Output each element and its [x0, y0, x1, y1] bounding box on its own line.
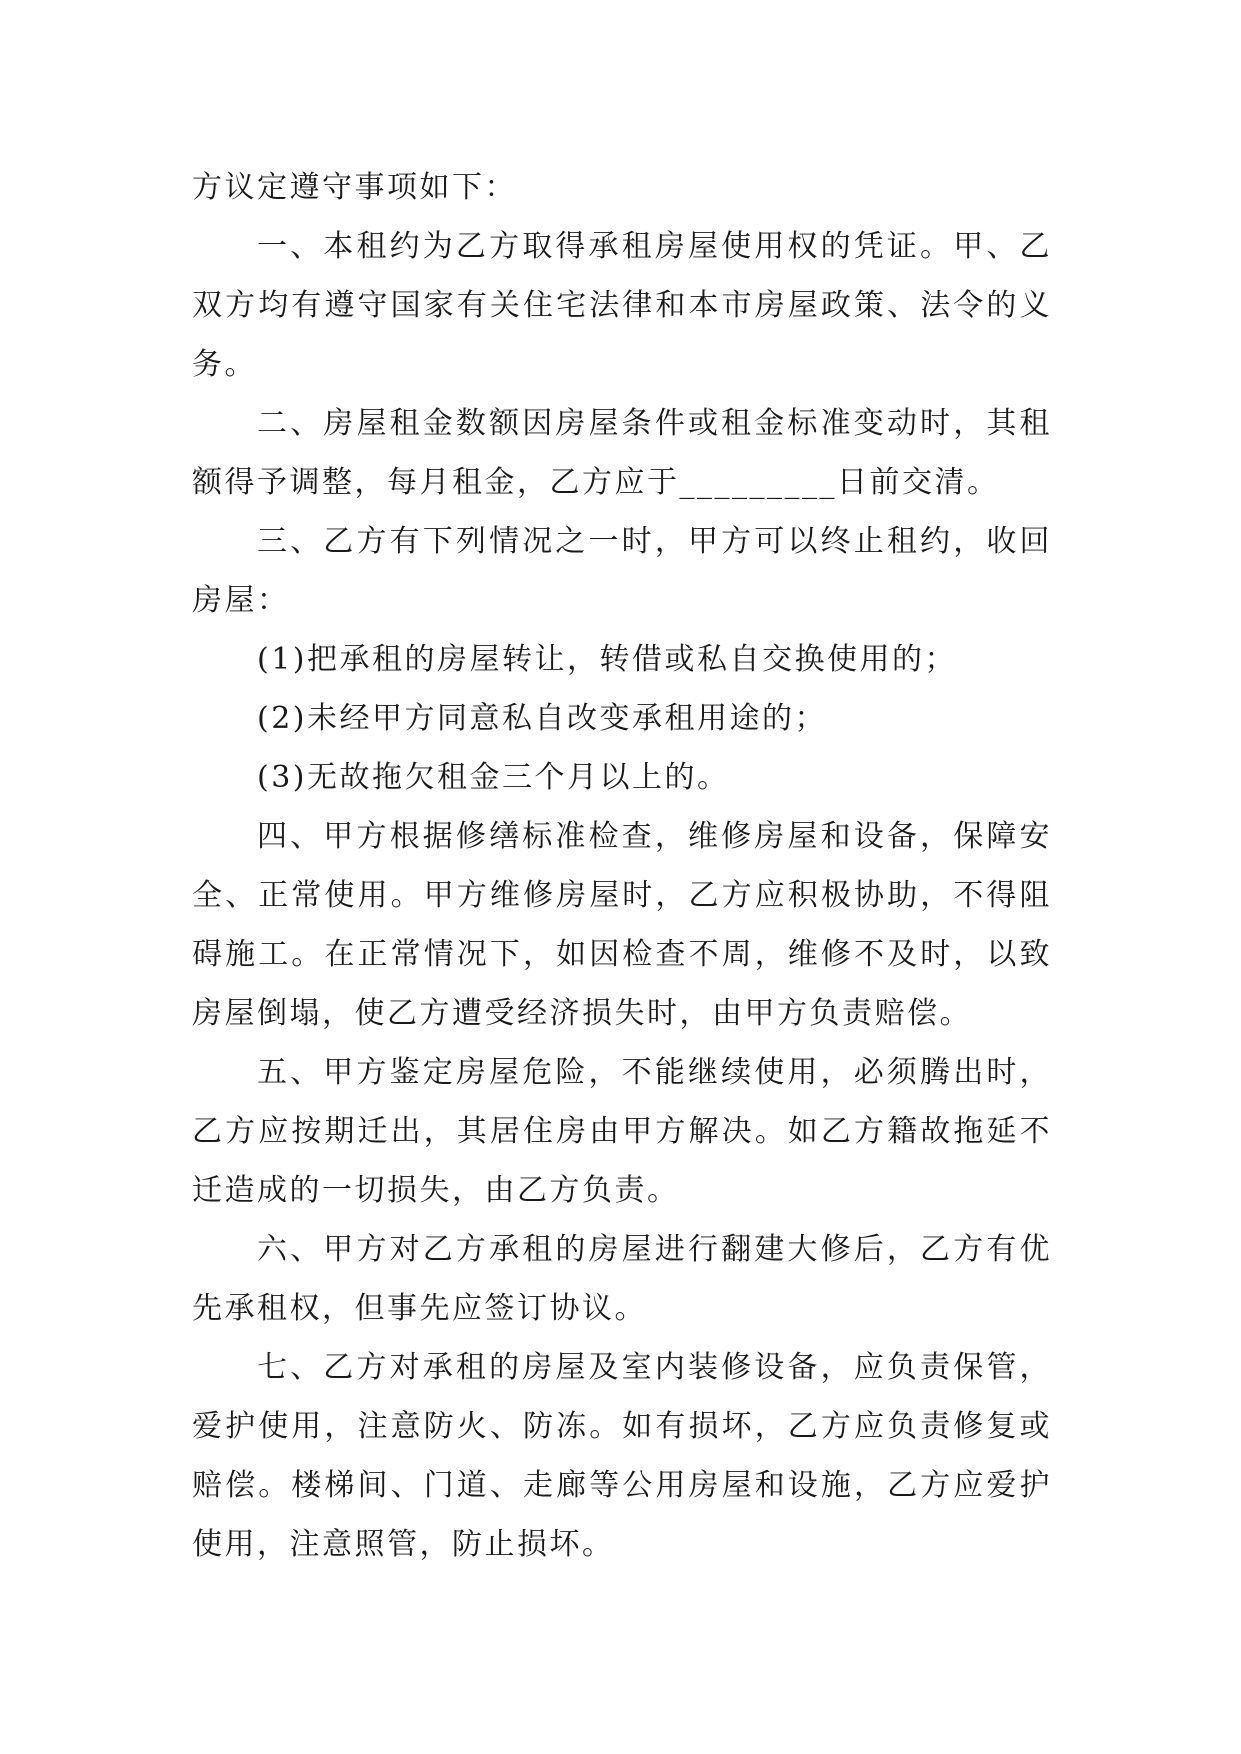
paragraph-clause-3: 三、乙方有下列情况之一时，甲方可以终止租约，收回房屋： [192, 524, 1052, 618]
paragraph-clause-3-item-3: (3)无故拖欠租金三个月以上的。 [257, 760, 730, 795]
paragraph-clause-5: 五、甲方鉴定房屋危险，不能继续使用，必须腾出时，乙方应按期迁出，其居住房由甲方解决。如乙方籍故拖延不迁造成的一切损失，由乙方负责。 [192, 1055, 1052, 1208]
paragraph-clause-3-item-2: (2)未经甲方同意私自改变承租用途的； [257, 701, 827, 736]
paragraph-clause-4: 四、甲方根据修缮标准检查，维修房屋和设备，保障安全、正常使用。甲方维修房屋时，乙方应积极协助，不得阻碍施工。在正常情况下，如因检查不周，维修不及时，以致房屋倒塌，使乙方遭受经济损失时，由甲方负责赔偿。 [192, 819, 1052, 1031]
paragraph-intro: 方议定遵守事项如下： [192, 170, 517, 205]
paragraph-clause-7: 七、乙方对承租的房屋及室内装修设备，应负责保管，爱护使用，注意防火、防冻。如有损坏，乙方应负责修复或赔偿。楼梯间、门道、走廊等公用房屋和设施，乙方应爱护使用，注意照管，防止损坏。 [192, 1350, 1052, 1562]
paragraph-clause-1: 一、本租约为乙方取得承租房屋使用权的凭证。甲、乙双方均有遵守国家有关住宅法律和本市房屋政策、法令的义务。 [192, 229, 1052, 382]
paragraph-clause-2: 二、房屋租金数额因房屋条件或租金标准变动时，其租额得予调整，每月租金，乙方应于_________日前交清。 [192, 406, 1052, 500]
document-body [192, 158, 1052, 1574]
paragraph-clause-3-item-1: (1)把承租的房屋转让，转借或私自交换使用的； [257, 642, 957, 677]
paragraph-clause-6: 六、甲方对乙方承租的房屋进行翻建大修后，乙方有优先承租权，但事先应签订协议。 [192, 1232, 1052, 1326]
